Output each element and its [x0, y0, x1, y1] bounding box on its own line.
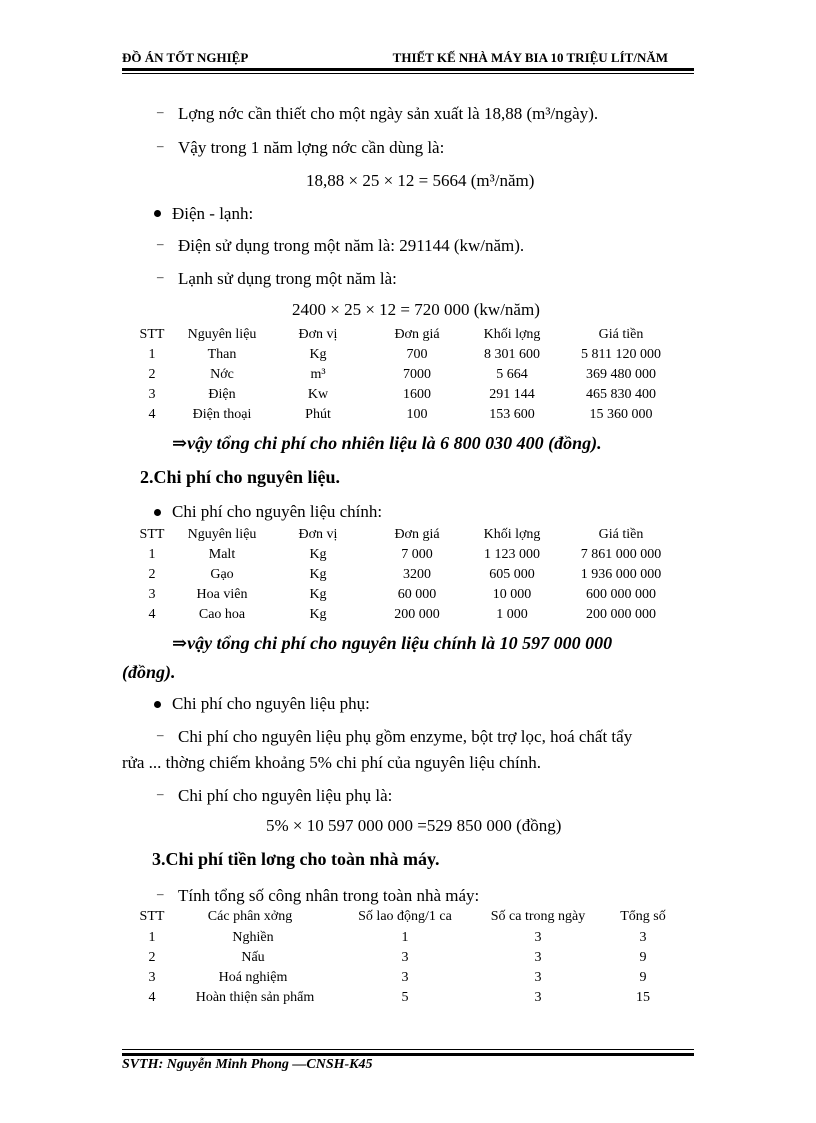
table-header: Giá tiền [598, 327, 644, 342]
header-rule-thick [122, 68, 694, 71]
table-cell: Than [207, 347, 237, 362]
table-cell: 291 144 [489, 387, 535, 402]
table-cell: Nấu [241, 950, 265, 965]
table-cell: 7 000 [401, 547, 433, 562]
table-cell: 60 000 [397, 587, 437, 602]
table-header: Các phân xởng [207, 909, 293, 924]
table-cell: Hoàn thiện sản phẩm [195, 990, 315, 1005]
table-cell: Kg [309, 587, 327, 602]
table-header: Đơn vị [298, 527, 338, 542]
power-electric: Điện sử dụng trong một năm là: 291144 (kw/năm). [178, 236, 525, 255]
secondary-p1-line1: Chi phí cho nguyên liệu phụ gồm enzyme, bột trợ lọc, hoá chất tẩy [178, 727, 633, 746]
table-header: Đơn giá [394, 527, 440, 542]
section-3-title: 3.Chi phí tiền lơng cho toàn nhà máy. [152, 849, 440, 869]
table-cell: Nghiền [232, 930, 274, 945]
table-cell: 153 600 [489, 407, 535, 422]
table-header: Khối lợng [483, 527, 541, 542]
footer-rule-thick [122, 1053, 694, 1056]
table-cell: 700 [406, 347, 428, 362]
dash-icon: – [157, 786, 164, 801]
table-cell: 1 [401, 930, 409, 945]
table-cell: 4 [148, 990, 156, 1005]
table-cell: 15 [636, 990, 650, 1005]
table-cell: 4 [148, 607, 156, 622]
table-cell: Gạo [210, 567, 234, 582]
power-cold-label: Lạnh sử dụng trong một năm là: [178, 269, 397, 288]
table-cell: 3 [639, 930, 647, 945]
table-header: Tổng số [620, 909, 666, 924]
section-2-title: 2.Chi phí cho nguyên liệu. [140, 467, 341, 487]
water-formula: 18,88 × 25 × 12 = 5664 (m³/năm) [306, 171, 535, 190]
bullet-icon [154, 509, 161, 516]
table-cell: Hoa viên [196, 587, 248, 602]
table-cell: 1 [148, 930, 156, 945]
table-cell: 4 [148, 407, 156, 422]
table-cell: 3 [401, 950, 409, 965]
header-left: ĐỒ ÁN TỐT NGHIỆP [122, 50, 249, 65]
table-cell: Kg [309, 347, 327, 362]
table-cell: Điện thoại [192, 407, 252, 422]
table-cell: 1 123 000 [484, 547, 540, 562]
dash-icon: – [157, 104, 164, 119]
table-cell: Kg [309, 547, 327, 562]
table-cell: 9 [639, 950, 647, 965]
table-cell: Điện [208, 387, 236, 402]
table-header: Số lao động/1 ca [358, 909, 452, 924]
table-cell: 7000 [403, 367, 431, 382]
table-cell: 600 000 000 [586, 587, 656, 602]
table-cell: Nớc [210, 367, 234, 382]
table-cell: 3 [534, 990, 542, 1005]
table-cell: 8 301 600 [484, 347, 540, 362]
table-cell: 3 [148, 387, 156, 402]
table-cell: 605 000 [489, 567, 535, 582]
table-cell: 2 [148, 367, 156, 382]
table-cell: 1 [148, 347, 156, 362]
dash-icon: – [157, 236, 164, 251]
dash-icon: – [157, 886, 164, 901]
table-cell: Hoá nghiệm [218, 970, 288, 985]
table-cell: 3 [401, 970, 409, 985]
fuel-total: ⇒vậy tổng chi phí cho nhiên liệu là 6 800 030 400 (đồng). [172, 433, 602, 453]
secondary-p2: Chi phí cho nguyên liệu phụ là: [178, 786, 393, 805]
secondary-p1-line2: rửa ... thờng chiếm khoảng 5% chi phí của nguyên liệu chính. [122, 753, 542, 772]
table-cell: 3 [534, 970, 542, 985]
table-cell: 5 811 120 000 [581, 347, 661, 362]
header-right: THIẾT KẾ NHÀ MÁY BIA 10 TRIỆU LÍT/NĂM [392, 50, 668, 65]
table-cell: 1 [148, 547, 156, 562]
material-total-line2: (đồng). [122, 662, 176, 682]
table-header: STT [139, 527, 165, 542]
table-cell: 5 [401, 990, 409, 1005]
table-cell: 3200 [403, 567, 431, 582]
main-material-heading: Chi phí cho nguyên liệu chính: [172, 502, 383, 521]
table-header: STT [139, 909, 165, 924]
table-cell: Kg [309, 607, 327, 622]
header-rule-thin [122, 73, 694, 74]
secondary-formula: 5% × 10 597 000 000 =529 850 000 (đồng) [266, 816, 562, 835]
table-cell: 10 000 [492, 587, 532, 602]
power-heading: Điện - lạnh: [172, 204, 254, 223]
table-cell: 5 664 [496, 367, 528, 382]
table-cell: 15 360 000 [589, 407, 653, 422]
table-cell: 1 936 000 000 [580, 567, 662, 582]
table-cell: 3 [148, 970, 156, 985]
table-cell: 200 000 000 [586, 607, 656, 622]
dash-icon: – [157, 269, 164, 284]
table-header: Đơn vị [298, 327, 338, 342]
table-header: Nguyên liệu [187, 527, 257, 542]
table-cell: 2 [148, 567, 156, 582]
table-cell: 200 000 [394, 607, 440, 622]
dash-icon: – [157, 727, 164, 742]
bullet-icon [154, 210, 161, 217]
table-header: Nguyên liệu [187, 327, 257, 342]
footer-rule-thin [122, 1049, 694, 1050]
table-cell: m³ [310, 367, 326, 382]
footer-text: SVTH: Nguyễn Minh Phong —CNSH-K45 [122, 1057, 373, 1072]
table-cell: 1 000 [496, 607, 528, 622]
power-formula: 2400 × 25 × 12 = 720 000 (kw/năm) [292, 300, 540, 319]
table-cell: 3 [534, 950, 542, 965]
table-cell: 369 480 000 [586, 367, 656, 382]
table-cell: 3 [148, 587, 156, 602]
workers-label: Tính tổng số công nhân trong toàn nhà máy: [178, 886, 480, 905]
water-yearly-label: Vậy trong 1 năm lợng nớc cần dùng là: [178, 138, 445, 157]
table-cell: Kw [307, 387, 329, 402]
table-cell: Phút [305, 407, 331, 422]
material-total-line1: ⇒vậy tổng chi phí cho nguyên liệu chính là 10 597 000 000 [172, 633, 613, 653]
table-header: STT [139, 327, 165, 342]
table-cell: Malt [208, 547, 236, 562]
table-header: Đơn giá [394, 327, 440, 342]
table-header: Khối lợng [483, 327, 541, 342]
table-cell: 2 [148, 950, 156, 965]
dash-icon: – [157, 138, 164, 153]
bullet-icon [154, 701, 161, 708]
table-cell: Cao hoa [198, 607, 246, 622]
table-header: Giá tiền [598, 527, 644, 542]
table-cell: 100 [406, 407, 428, 422]
secondary-heading: Chi phí cho nguyên liệu phụ: [172, 694, 370, 713]
table-cell: 1600 [403, 387, 431, 402]
table-header: Số ca trong ngày [490, 909, 586, 924]
water-daily: Lợng nớc cần thiết cho một ngày sản xuất là 18,88 (m³/ngày). [178, 104, 599, 123]
table-cell: 465 830 400 [586, 387, 656, 402]
table-cell: Kg [309, 567, 327, 582]
table-cell: 7 861 000 000 [580, 547, 662, 562]
table-cell: 9 [639, 970, 647, 985]
table-cell: 3 [534, 930, 542, 945]
